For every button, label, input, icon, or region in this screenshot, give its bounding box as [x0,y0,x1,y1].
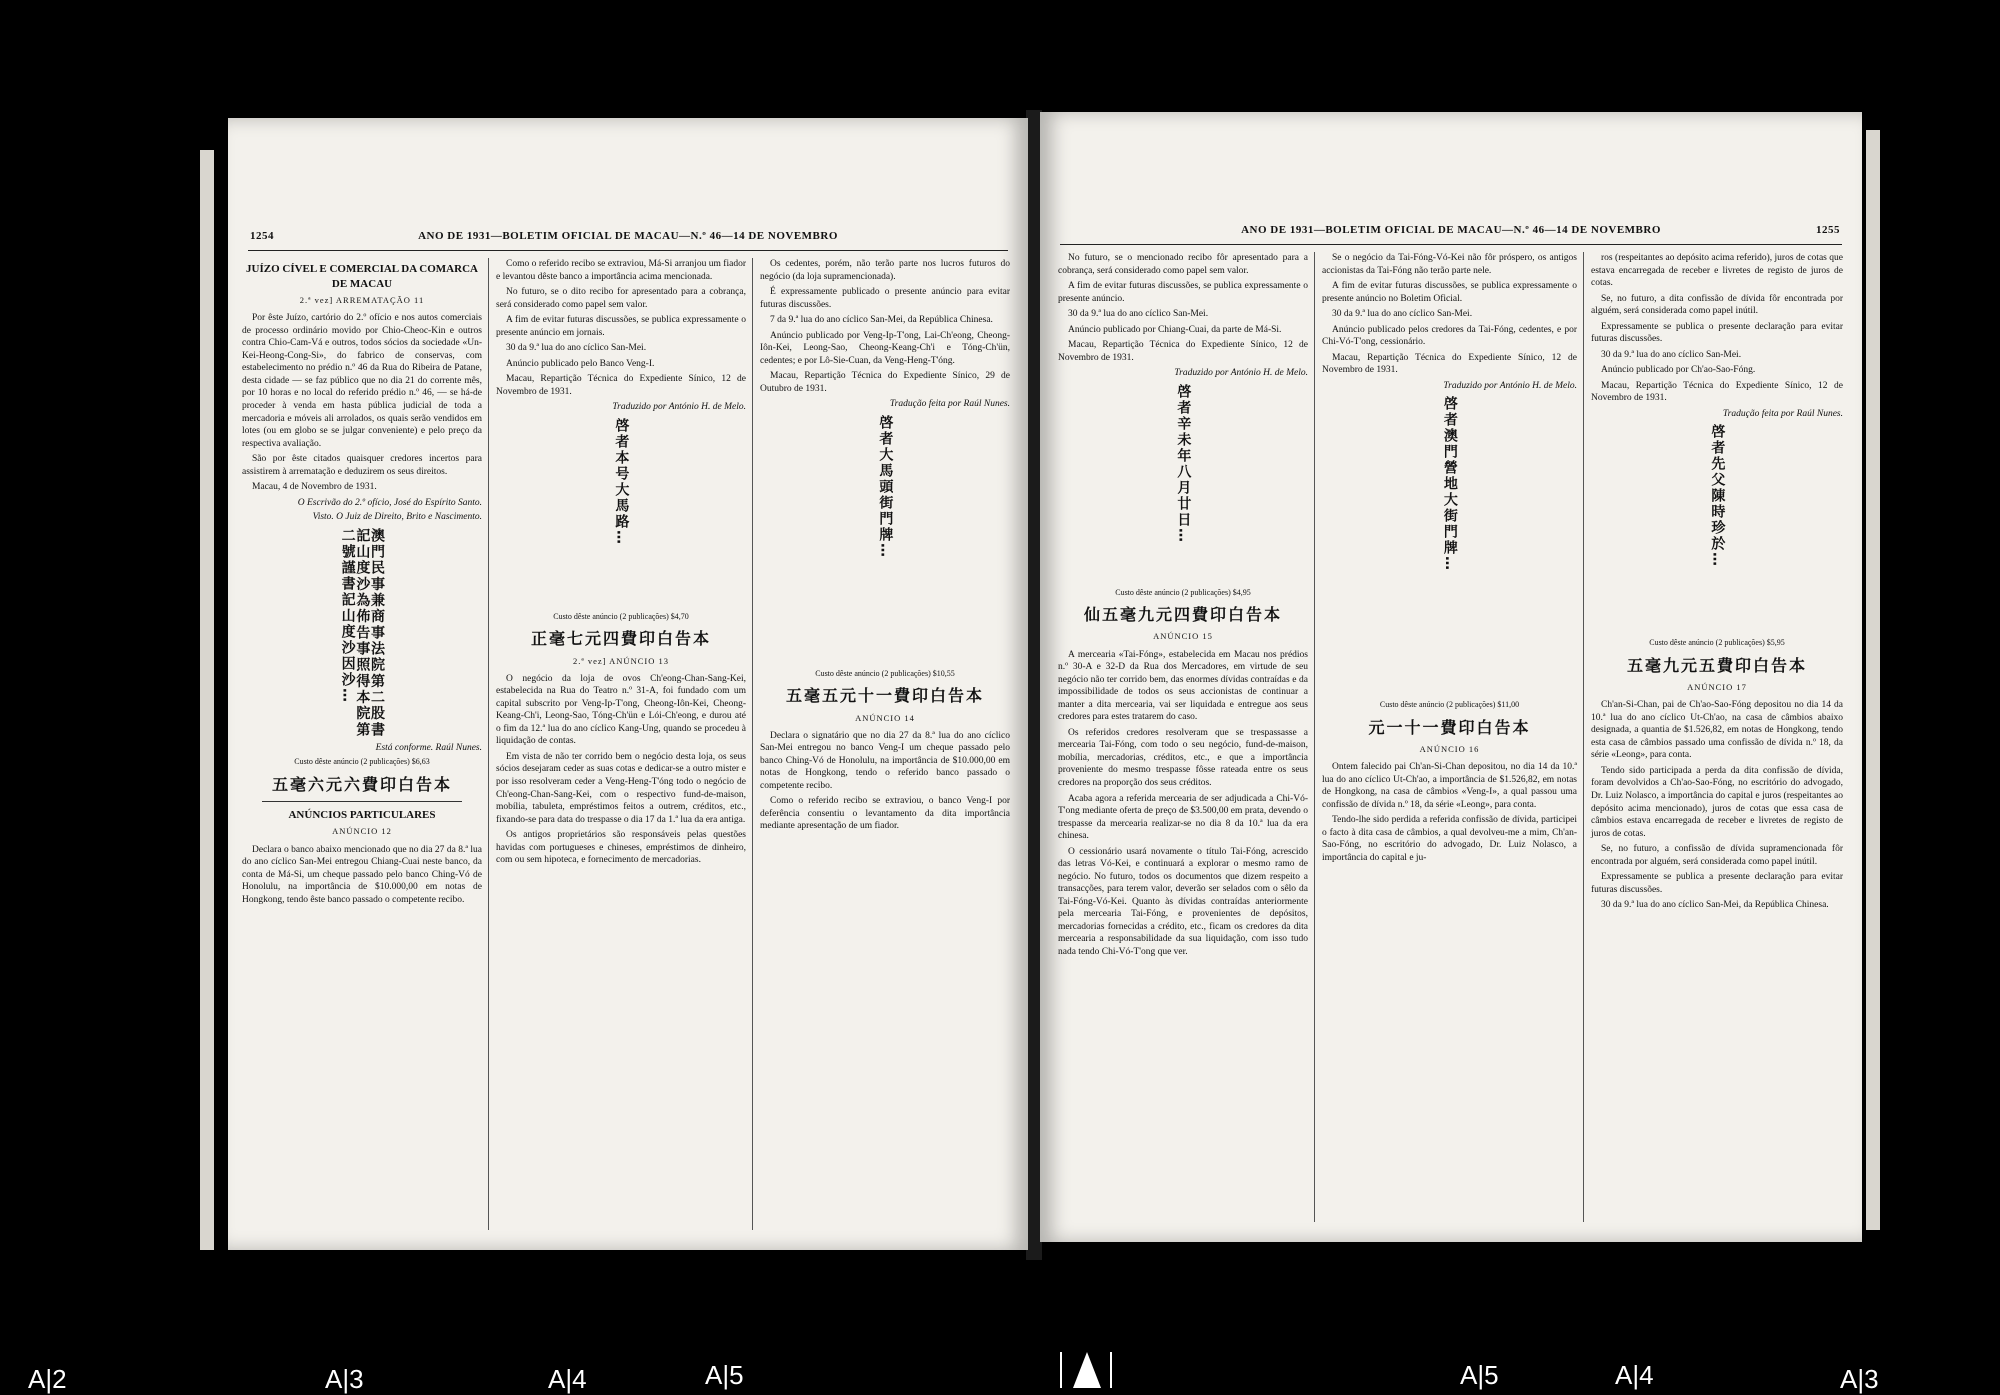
notice-body: Acaba agora a referida mercearia de ser adjudicada a Chi-Vó-T'ong mediante oferta de preço de $3.500,00 em prata, devendo o trespasse da mercearia realizar-se no dia 8 da 10.ª lua da era chinesa. [1058,793,1308,842]
notice-body: Em vista de não ter corrido bem o negócio desta loja, os seus sócios desejaram ceder as suas cotas e dedicar-se a outro mister e por isso resolveram ceder a Veng-Heng-T'óng todo o negócio de Ch'eong-Chan-Sang-Kei, com o respectivo fund-de-maison, mobília, tabuleta, empréstimos feitos a outrem, créditos, etc., fixando-se para data do trespasse o dia 17 da 1.ª lua da era antiga. [496,751,746,825]
notice-heading: ANÚNCIO 17 [1687,682,1747,693]
notice-body: Os antigos proprietários são responsáveis pelas questões havidas com portugueses e chineses, empréstimos de dinheiro, com ou sem hipoteca, e fornecimento de mercadorias. [496,830,746,866]
notice-body: São por êste citados quaisquer credores incertos para assistirem à arrematação e deduzirem os seus direitos. [242,454,482,477]
notice-body: A fim de evitar futuras discussões, se publica expressamente o presente anúncio. [1058,281,1308,304]
court-title: JUÍZO CÍVEL E COMERCIAL DA COMARCA DE MACAU [246,263,478,290]
cost-line: Custo dêste anúncio (2 publicações) $4,95 [1115,587,1251,597]
page-edge-right [1866,130,1880,1230]
notice-heading: ANÚNCIO 15 [1153,631,1213,642]
notice-body: Expressamente se publica a presente declaração para evitar futuras discussões. [1591,872,1843,895]
notice-date: Macau, 4 de Novembro de 1931. [252,482,377,493]
notice-heading: 2.ª vez] ARREMATAÇÃO 11 [299,295,425,306]
translator: Traduzido por António H. de Melo. [612,402,746,413]
translator: Tradução feita por Raúl Nunes. [889,399,1010,410]
center-notch-icon [1073,1352,1101,1388]
chinese-bar: 正毫七元四費印白告本 [530,629,711,649]
cost-line: Custo dêste anúncio (2 publicações) $11,00 [1379,700,1520,710]
running-title: ANO DE 1931—BOLETIM OFICIAL DE MACAU—N.º 46—14 DE NOVEMBRO [418,230,838,242]
notice-body: A fim de evitar futuras discussões, se publica expressamente o presente anúncio no Boletim Oficial. [1322,281,1577,304]
film-marker: A|4 [1615,1360,1654,1390]
translator: Tradução feita por Raúl Nunes. [1722,408,1843,419]
notice-body: Tendo-lhe sido perdida a referida confissão de dívida, participei o facto à dita casa de câmbios, a qual devolveu-me a mim, Ch'an-Sao-Fóng, no escritório do advogado, Dr. Luiz Nolasco, a importância do capital e ju- [1322,815,1577,863]
notice-body: Por êste Juízo, cartório do 2.º ofício e nos autos comerciais de processo ordinário movido por Chio-Cheoc-Kin e outros contra Chio-Cam-Vá e outros, todos sócios da sociedade «Un-Kei-Heong-Cong-Si», do fabrico de conservas, com estabelecimento no prédio n.º 46 da Rua do Ribeira de Patane, desta cidade — se faz público que no dia 21 do corrente mês, por 10 horas e no local do referido prédio n.º 46, — se há-de proceder à venda em hasta pública judicial de toda a mercadoria e móveis ali arrolados, os quais serão vendidos em lotes (ou em globo se se julgar conveniente) e pelo preço da respectiva avaliação. [242,313,482,449]
signature: Está conforme. Raúl Nunes. [375,742,482,753]
section-title: ANÚNCIOS PARTICULARES [288,808,436,821]
notice-body: Os referidos credores resolveram que se trespassasse a mercearia Tai-Fóng, com todo o seu negócio, fund-de-maison, mobília, mercadorias, créditos, etc., e que a importância proveniente do mesmo trespasse fôsse rateada entre os seus credores na proporção dos seus créditos. [1058,727,1308,788]
column-separator [1314,252,1315,1222]
notice-date: 30 da 9.ª lua do ano cíclico San-Mei, da República Chinesa. [1601,900,1829,911]
signature: O Escrivão do 2.º ofício, José do Espírito Santo. [297,497,482,508]
cost-line: Custo dêste anúncio (2 publicações) $6,63 [294,757,430,767]
film-marker: A|3 [1840,1364,1879,1394]
notice-body: ros (respeitantes ao depósito acima referido), juros de cotas que estava encarregada de receber e livretes de registo de juros de cotas. [1591,253,1843,289]
film-marker: A|4 [548,1364,587,1394]
running-title: ANO DE 1931—BOLETIM OFICIAL DE MACAU—N.º 46—14 DE NOVEMBRO [1241,224,1661,236]
notice-by: Anúncio publicado por Chiang-Cuai, da parte de Má-Si. [1068,324,1282,335]
notice-body: Se, no futuro, a dita confissão de dívida fôr encontrada por alguém, será considerada como papel inútil. [1591,293,1843,317]
left-column-1 [242,258,482,1230]
chinese-bar: 仙五毫九元四費印白告本 [1083,605,1282,625]
notice-body: É expressamente publicado o presente anúncio para evitar futuras discussões. [760,287,1010,310]
tick-mark [1060,1352,1062,1388]
notice-body: A mercearia «Tai-Fóng», estabelecida em Macau nos prédios n.º 30-A e 32-D da Rua dos Mercadores, em virtude de seu negócio não ter corrido bem, das enormes dívidas contraídas e da impossibilidade de todos os seus accionistas de continuar a manter a dita mercearia, vai ser liquidada e entregue aos seus credores para estes tratarem do caso. [1058,649,1308,723]
left-page-header [228,230,1028,250]
chinese-bar: 五毫九元五費印白告本 [1626,655,1807,675]
notice-body: Ch'an-Si-Chan, pai de Ch'ao-Sao-Fóng depositou no dia 14 da 10.ª lua do ano cíclico Ut-Ch'ao, na casa de câmbios abaixo designada, a quantia de $1.526,82, em notas de Hongkong, tendo esta casa de câmbios passado uma confissão de dívida n.º 18, da série «Leong», para conta. [1591,700,1843,761]
page-edge-left [200,150,214,1250]
notice-body: O negócio da loja de ovos Ch'eong-Chan-Sang-Kei, estabelecida na Rua do Teatro n.º 31-A, foi fundado com um capital subscrito por Veng-Ip-T'ong, Cheong-Iôn-Kei, Cheong-Keang-Ch'i, Leong-Sao, Tóng-Ch'ün e Lói-Ch'eong, e durou até o fim da 12.ª lua do ano cíclico Kang-Ung, quando se procedeu à liquidação de contas. [496,673,746,747]
translator: Traduzido por António H. de Melo. [1443,380,1577,391]
film-marker: A|5 [705,1360,744,1390]
film-markers [0,1350,2000,1395]
notice-body: Declara o banco abaixo mencionado que no dia 27 da 8.ª lua do ano cíclico San-Mei entregou Chiang-Cuai neste banco, da conta de Má-Si, um cheque passado pelo banco Ching-Vó de Honolulu, na importância de $10.000,00 em notas de Hongkong, tendo êste banco passado o competente recibo. [242,844,482,905]
notice-date: 30 da 9.ª lua do ano cíclico San-Mei. [1601,349,1742,360]
notice-place: Macau, Repartição Técnica do Expediente Sínico, 12 de Novembro de 1931. [1322,352,1577,376]
separator [262,801,462,802]
notice-body: A fim de evitar futuras discussões, se publica expressamente o presente anúncio em jornais. [496,315,746,338]
film-marker: A|5 [1460,1360,1499,1390]
notice-date: 30 da 9.ª lua do ano cíclico San-Mei. [1068,309,1209,320]
notice-body: Se o negócio da Tai-Fóng-Vó-Kei não fôr próspero, os antigos accionistas da Tai-Fóng não terão parte nele. [1322,253,1577,276]
notice-heading: 2.ª vez] ANÚNCIO 13 [573,655,669,666]
signature: Visto. O Juiz de Direito, Brito e Nascimento. [312,512,482,523]
notice-place: Macau, Repartição Técnica do Expediente Sínico, 12 de Novembro de 1931. [496,374,746,397]
notice-body: Expressamente se publica o presente declaração para evitar futuras discussões. [1591,321,1843,345]
right-page [1040,112,1862,1242]
right-column-1 [1058,252,1308,1222]
chinese-bar: 元一十一費印白告本 [1368,717,1531,737]
left-column-2 [496,258,746,1230]
notice-date: 30 da 9.ª lua do ano cíclico San-Mei. [1332,309,1473,320]
chinese-text-block: 啓者大馬頭街門牌… [877,414,894,559]
notice-heading: ANÚNCIO 12 [332,826,392,837]
notice-place: Macau, Repartição Técnica do Expediente Sínico, 12 de Novembro de 1931. [1591,380,1843,404]
left-page [228,118,1028,1250]
notice-by: Anúncio publicado por Veng-Ip-T'ong, Lai-Ch'eong, Cheong-Iôn-Kei, Leong-Sao, Cheong-Keang-Ch'i e Tóng-Ch'ün, cedentes; e por Lô-Sie-Cuan, da Veng-Heng-T'óng. [760,330,1010,366]
right-column-3 [1591,252,1843,1222]
right-column-2 [1322,252,1577,1222]
cost-line: Custo dêste anúncio (2 publicações) $10,55 [815,668,955,678]
notice-date: 30 da 9.ª lua do ano cíclico San-Mei. [506,343,647,354]
right-page-header [1040,224,1862,244]
page-number: 1254 [250,230,274,242]
notice-body: Ontem falecido pai Ch'an-Si-Chan depositou, no dia 14 da 10.ª lua do ano cíclico Ut-Ch'ao, a importância de $1.526,82, em notas de Hongkong, na casa de câmbios «Veng-I», a qual passou uma confissão de dívida n.º 18, da série «Leong», para conta. [1322,762,1577,810]
notice-body: No futuro, se o dito recibo for apresentado para a cobrança, será considerado como papel sem valor. [496,287,746,310]
cost-line: Custo dêste anúncio (2 publicações) $5,95 [1649,638,1785,648]
column-separator [752,258,753,1230]
page-number: 1255 [1816,224,1840,236]
notice-body: Se, no futuro, a confissão de dívida supramencionada fôr encontrada por alguém, será considerada como papel inútil. [1591,844,1843,867]
notice-heading: ANÚNCIO 16 [1419,743,1480,754]
chinese-bar: 五毫六元六費印白告本 [271,774,452,794]
film-marker: A|3 [325,1364,364,1394]
chinese-text-block: 澳門民事兼商事法院第二股書記山度沙為佈告事照得本院第二號謹書記山度沙因沙… [339,527,386,738]
notice-body: Declara o signatário que no dia 27 da 8.ª lua do ano cíclico San-Mei entregou no banco Veng-I um cheque passado pelo banco Ching-Vó de Honolulu, na importância de $10.000,00 em notas de Hongkong, tendo o referido banco passado o competente recibo. [760,730,1010,791]
notice-place: Macau, Repartição Técnica do Expediente Sínico, 29 de Outubro de 1931. [760,371,1010,394]
chinese-text-block: 啓者先父陳時珍於… [1709,424,1726,569]
translator: Traduzido por António H. de Melo. [1174,368,1308,379]
tick-mark [1110,1352,1112,1388]
notice-body: Os cedentes, porém, não terão parte nos lucros futuros do negócio (da loja supramencionada). [760,259,1010,282]
header-rule [248,250,1008,251]
cost-line: Custo dêste anúncio (2 publicações) $4,70 [553,611,689,621]
notice-body: Tendo sido participada a perda da dita confissão de dívida, foram devolvidos a Ch'ao-Sao-Fóng, no escritório do advogado, Dr. Luiz Nolasco, a importância do capital e juros (respeitantes ao depósito acima mencionado), juros de cotas que essa casa de câmbios estava encarregada de receber e livretes de registo de juros de cotas. [1591,765,1843,839]
chinese-text-block: 啓者本号大馬路… [613,417,630,546]
chinese-bar: 五毫五元十一費印白告本 [785,686,984,706]
notice-body: Como o referido recibo se extraviou, o banco Veng-I por deferência consentiu o levantamento da dita importância mediante apresentação de um fiador. [760,796,1010,832]
film-marker: A|2 [28,1364,67,1394]
left-column-3 [760,258,1010,1230]
header-rule [1060,244,1842,245]
notice-body: No futuro, se o mencionado recibo fôr apresentado para a cobrança, será considerado como papel sem valor. [1058,253,1308,276]
column-separator [488,258,489,1230]
column-separator [1583,252,1584,1222]
notice-heading: ANÚNCIO 14 [855,712,915,723]
chinese-text-block: 啓者辛未年八月廿日… [1175,383,1192,544]
notice-place: Macau, Repartição Técnica do Expediente Sínico, 12 de Novembro de 1931. [1058,340,1308,363]
chinese-text-block: 啓者澳門營地大街門牌… [1441,396,1458,573]
notice-by: Anúncio publicado pelos credores da Tai-Fóng, cedentes, e por Chi-Vó-T'ong, cessionário. [1322,324,1577,348]
notice-date: 7 da 9.ª lua do ano cíclico San-Mei, da República Chinesa. [770,315,993,326]
notice-body: O cessionário usará novamente o título Tai-Fóng, acrescido das letras Vó-Kei, e continuará a explorar o mesmo ramo de negócio. No futuro, todos os documentos que dizem respeito a transacções, para terem valor, deverão ser selados com o sêlo da Tai-Fóng-Vó-Kei. Quanto às dívidas contraídas anteriormente pela mercearia Tai-Fóng, e provenientes de depósitos, mercadorias fornecidas a crédito, etc., ficam os credores da dita mercearia a responsabilidade da sua liquidação, com isso tudo nada tendo Chi-Vó-T'ong que ver. [1058,846,1308,957]
notice-body: Como o referido recibo se extraviou, Má-Si arranjou um fiador e levantou dêste banco a importância acima mencionada. [496,259,746,282]
notice-by: Anúncio publicado por Ch'ao-Sao-Fóng. [1601,365,1756,376]
notice-by: Anúncio publicado pelo Banco Veng-I. [506,358,655,369]
